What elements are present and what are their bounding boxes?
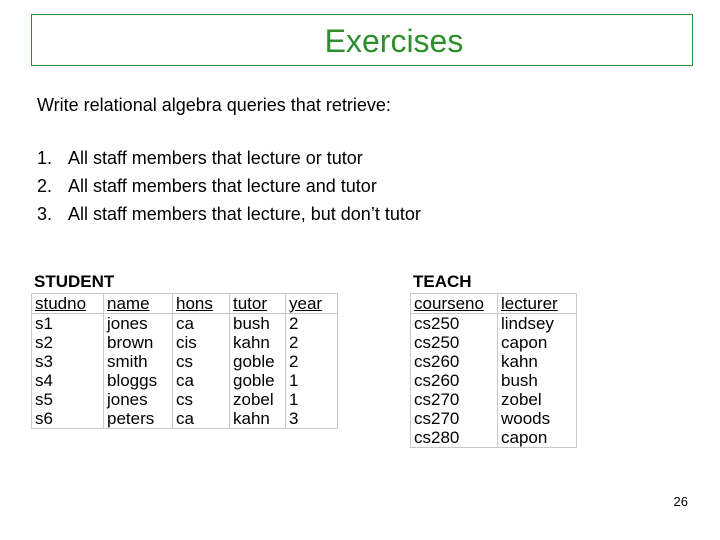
table-cell: cs260: [411, 371, 498, 390]
column-header-year: year: [286, 294, 338, 314]
table-cell: 2: [286, 352, 338, 371]
table-cell: ca: [173, 314, 230, 334]
student-header-row: [32, 294, 338, 314]
question-number: 2.: [37, 176, 53, 196]
table-cell: cs250: [411, 314, 498, 334]
student-table-block: [31, 273, 338, 429]
table-cell: s2: [32, 333, 104, 352]
table-row: [411, 390, 577, 409]
teach-header-row: [411, 294, 577, 314]
table-cell: s6: [32, 409, 104, 429]
table-cell: brown: [104, 333, 173, 352]
table-row: [32, 409, 338, 429]
table-cell: s4: [32, 371, 104, 390]
column-header-tutor: tutor: [230, 294, 286, 314]
question-item: [37, 204, 421, 232]
table-cell: jones: [104, 390, 173, 409]
table-cell: kahn: [498, 352, 577, 371]
table-cell: s5: [32, 390, 104, 409]
table-cell: bush: [230, 314, 286, 334]
table-cell: ca: [173, 409, 230, 429]
table-cell: 3: [286, 409, 338, 429]
table-cell: 2: [286, 314, 338, 334]
table-row: [32, 333, 338, 352]
column-header-studno: studno: [32, 294, 104, 314]
question-text: All staff members that lecture or tutor: [68, 148, 363, 168]
teach-table-block: [410, 273, 577, 448]
intro-text: Write relational algebra queries that retrieve:: [37, 95, 391, 115]
table-cell: kahn: [230, 333, 286, 352]
student-table-title: STUDENT: [34, 272, 115, 291]
table-cell: goble: [230, 371, 286, 390]
table-row: [32, 371, 338, 390]
question-list: [37, 148, 421, 232]
table-cell: ca: [173, 371, 230, 390]
table-cell: peters: [104, 409, 173, 429]
column-header-lecturer: lecturer: [498, 294, 577, 314]
table-row: [411, 371, 577, 390]
teach-table: [410, 293, 577, 448]
column-header-hons: hons: [173, 294, 230, 314]
table-cell: 1: [286, 371, 338, 390]
table-cell: s3: [32, 352, 104, 371]
table-cell: 1: [286, 390, 338, 409]
table-cell: goble: [230, 352, 286, 371]
table-cell: cs270: [411, 390, 498, 409]
table-cell: bloggs: [104, 371, 173, 390]
table-row: [32, 390, 338, 409]
question-item: [37, 148, 421, 176]
table-cell: cs260: [411, 352, 498, 371]
table-row: [32, 352, 338, 371]
table-cell: zobel: [498, 390, 577, 409]
page-number: 26: [673, 494, 688, 509]
table-cell: zobel: [230, 390, 286, 409]
question-text: All staff members that lecture and tutor: [68, 176, 377, 196]
table-cell: cs280: [411, 428, 498, 448]
table-cell: cs: [173, 352, 230, 371]
column-header-name: name: [104, 294, 173, 314]
question-item: [37, 176, 421, 204]
table-cell: 2: [286, 333, 338, 352]
table-cell: kahn: [230, 409, 286, 429]
table-cell: cis: [173, 333, 230, 352]
question-number: 1.: [37, 148, 53, 168]
table-row: [411, 314, 577, 334]
table-cell: capon: [498, 428, 577, 448]
table-cell: cs270: [411, 409, 498, 428]
table-cell: s1: [32, 314, 104, 334]
table-cell: bush: [498, 371, 577, 390]
question-number: 3.: [37, 204, 53, 224]
table-cell: cs: [173, 390, 230, 409]
table-cell: cs250: [411, 333, 498, 352]
column-header-courseno: courseno: [411, 294, 498, 314]
question-text: All staff members that lecture, but don’t tutor: [68, 204, 421, 224]
slide-title: Exercises: [324, 22, 464, 59]
table-row: [411, 333, 577, 352]
table-row: [32, 314, 338, 334]
student-table: [31, 293, 338, 429]
teach-table-title: TEACH: [413, 272, 472, 291]
slide-title-box: [31, 14, 693, 66]
table-cell: capon: [498, 333, 577, 352]
table-cell: lindsey: [498, 314, 577, 334]
table-row: [411, 352, 577, 371]
table-cell: smith: [104, 352, 173, 371]
table-cell: jones: [104, 314, 173, 334]
table-row: [411, 428, 577, 448]
table-row: [411, 409, 577, 428]
table-cell: woods: [498, 409, 577, 428]
